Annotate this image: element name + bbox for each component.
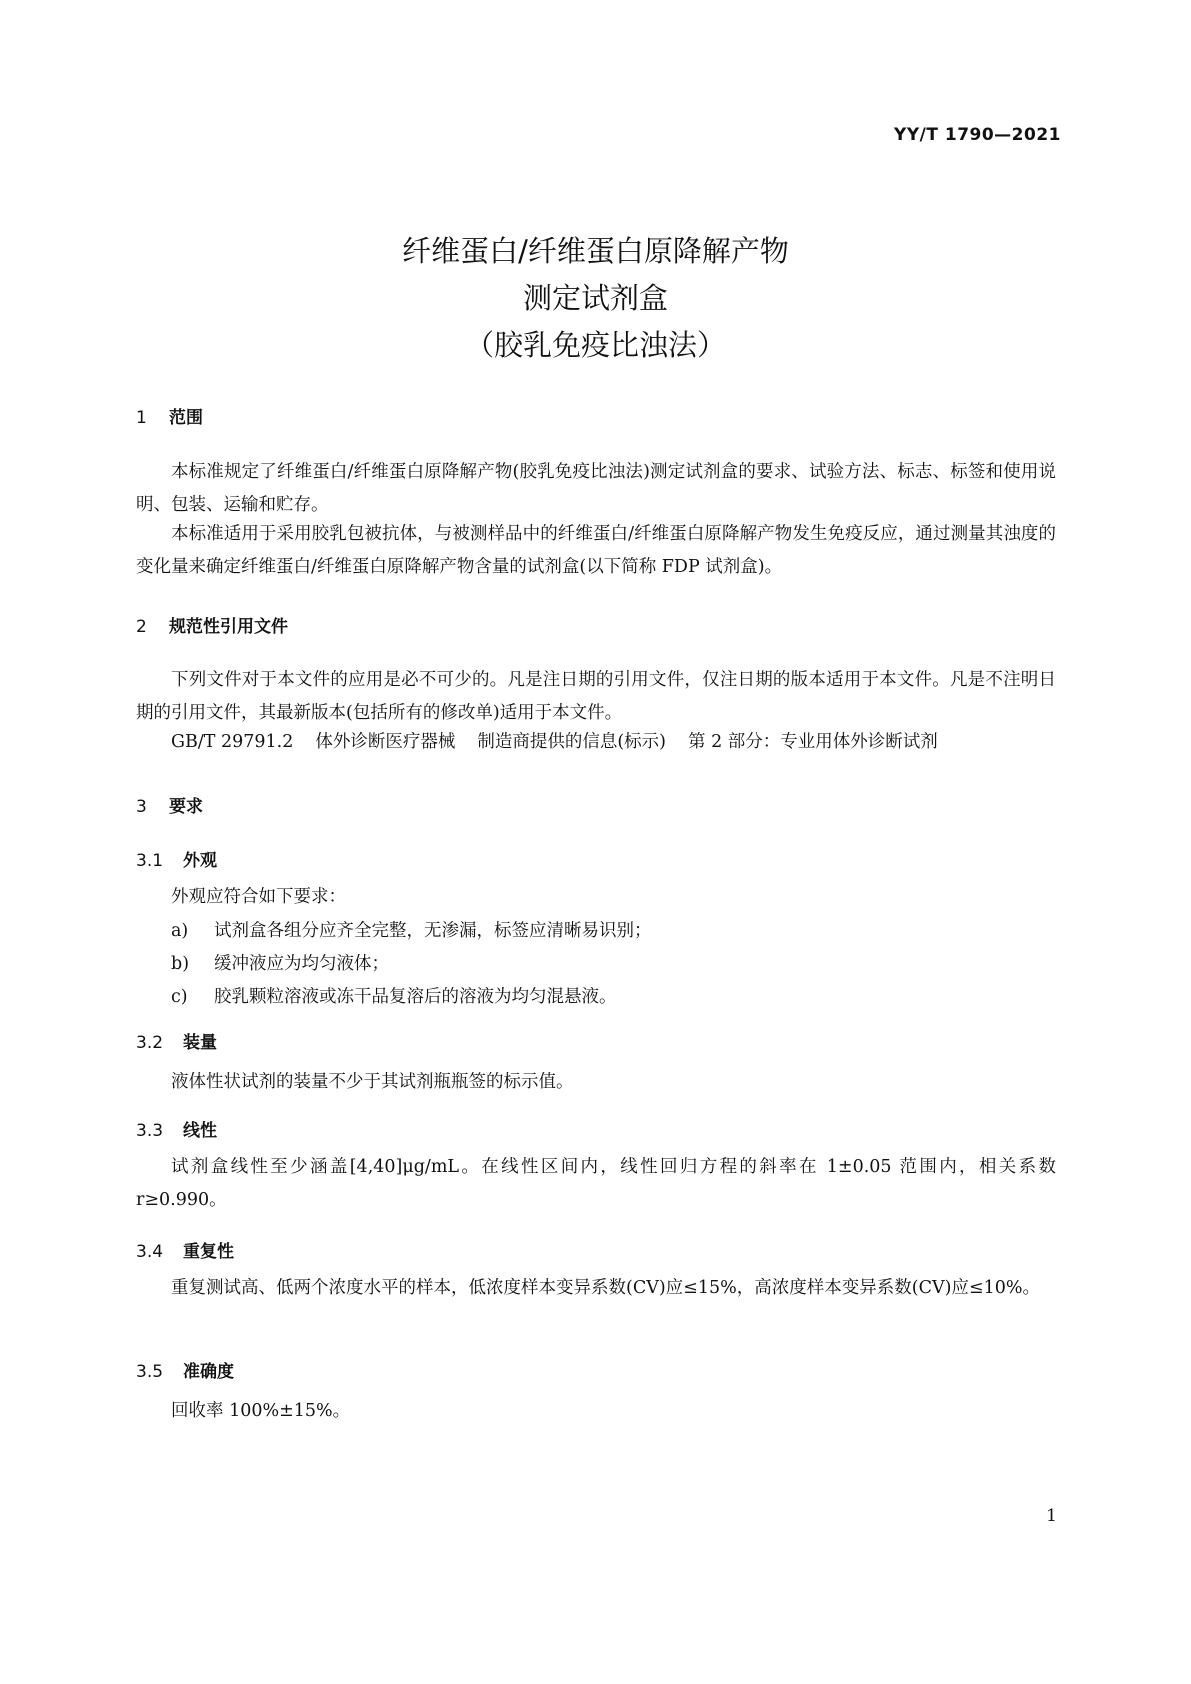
title-line-3: （胶乳免疫比浊法） (464, 328, 726, 362)
section-3-5-text: 回收率 100%±15%。 (171, 1401, 351, 1421)
standard-number: YY/T 1790—2021 (894, 125, 1061, 145)
reference-title-part-2: 制造商提供的信息(标示) (477, 732, 666, 752)
reference-title-part-1: 体外诊断医疗器械 (315, 732, 456, 752)
page-number: 1 (1046, 1506, 1057, 1526)
list-item (171, 950, 389, 975)
section-3-3-text: 试剂盒线性至少涵盖[4,40]μg/mL。在线性区间内，线性回归方程的斜率在 1±0.05 范围内，相关系数 r≥0.990。 (136, 1157, 1056, 1210)
section-1-paragraph-1: 本标准规定了纤维蛋白/纤维蛋白原降解产物(胶乳免疫比浊法)测定试剂盒的要求、试验方法、标志、标签和使用说明、包装、运输和贮存。 (136, 462, 1056, 515)
section-title: 要求 (169, 797, 203, 817)
section-3-2-text: 液体性状试剂的装量不少于其试剂瓶瓶签的标示值。 (171, 1072, 574, 1092)
section-2-heading (136, 612, 288, 637)
section-3-1-heading (136, 846, 217, 871)
section-number: 3.4 (136, 1242, 164, 1262)
list-item (171, 983, 617, 1008)
section-title: 规范性引用文件 (169, 617, 288, 637)
section-3-4-heading (136, 1237, 234, 1262)
section-3-heading (136, 792, 203, 817)
list-item-text: 胶乳颗粒溶液或冻干品复溶后的溶液为均匀混悬液。 (214, 987, 617, 1007)
list-item (171, 917, 652, 942)
section-number: 2 (136, 617, 147, 637)
section-3-3-heading (136, 1116, 217, 1141)
title-line-2: 测定试剂盒 (522, 281, 668, 315)
list-marker: c) (171, 987, 188, 1007)
section-title: 准确度 (183, 1362, 234, 1382)
section-number: 3.1 (136, 851, 164, 871)
section-3-1-intro: 外观应符合如下要求： (171, 887, 346, 907)
title-line-1: 纤维蛋白/纤维蛋白原降解产物 (402, 234, 789, 268)
reference-code: GB/T 29791.2 (171, 732, 294, 752)
section-number: 3.3 (136, 1121, 164, 1141)
list-marker: b) (171, 954, 190, 974)
section-2-paragraph-1: 下列文件对于本文件的应用是必不可少的。凡是注日期的引用文件，仅注日期的版本适用于本文件。凡是不注明日期的引用文件，其最新版本(包括所有的修改单)适用于本文件。 (136, 670, 1056, 723)
section-number: 3 (136, 797, 147, 817)
section-title: 重复性 (183, 1242, 234, 1262)
section-number: 3.5 (136, 1362, 164, 1382)
section-title: 外观 (183, 851, 217, 871)
normative-reference (171, 728, 938, 753)
section-title: 装量 (183, 1033, 217, 1053)
section-3-5-heading (136, 1357, 234, 1382)
section-1-paragraph-2: 本标准适用于采用胶乳包被抗体，与被测样品中的纤维蛋白/纤维蛋白原降解产物发生免疫反应，通过测量其浊度的变化量来确定纤维蛋白/纤维蛋白原降解产物含量的试剂盒(以下简称 FDP 试剂盒)。 (136, 524, 1056, 577)
section-3-4-text: 重复测试高、低两个浓度水平的样本，低浓度样本变异系数(CV)应≤15%，高浓度样本变异系数(CV)应≤10%。 (171, 1278, 1040, 1298)
list-marker: a) (171, 921, 189, 941)
list-item-text: 缓冲液应为均匀液体； (214, 954, 389, 974)
section-3-2-heading (136, 1028, 217, 1053)
reference-title-part-3: 第 2 部分：专业用体外诊断试剂 (688, 732, 938, 752)
list-item-text: 试剂盒各组分应齐全完整，无渗漏，标签应清晰易识别； (214, 921, 652, 941)
section-title: 范围 (169, 408, 203, 428)
section-1-heading (136, 403, 203, 428)
section-title: 线性 (183, 1121, 217, 1141)
document-title (0, 228, 1191, 369)
section-number: 3.2 (136, 1033, 164, 1053)
section-number: 1 (136, 408, 147, 428)
